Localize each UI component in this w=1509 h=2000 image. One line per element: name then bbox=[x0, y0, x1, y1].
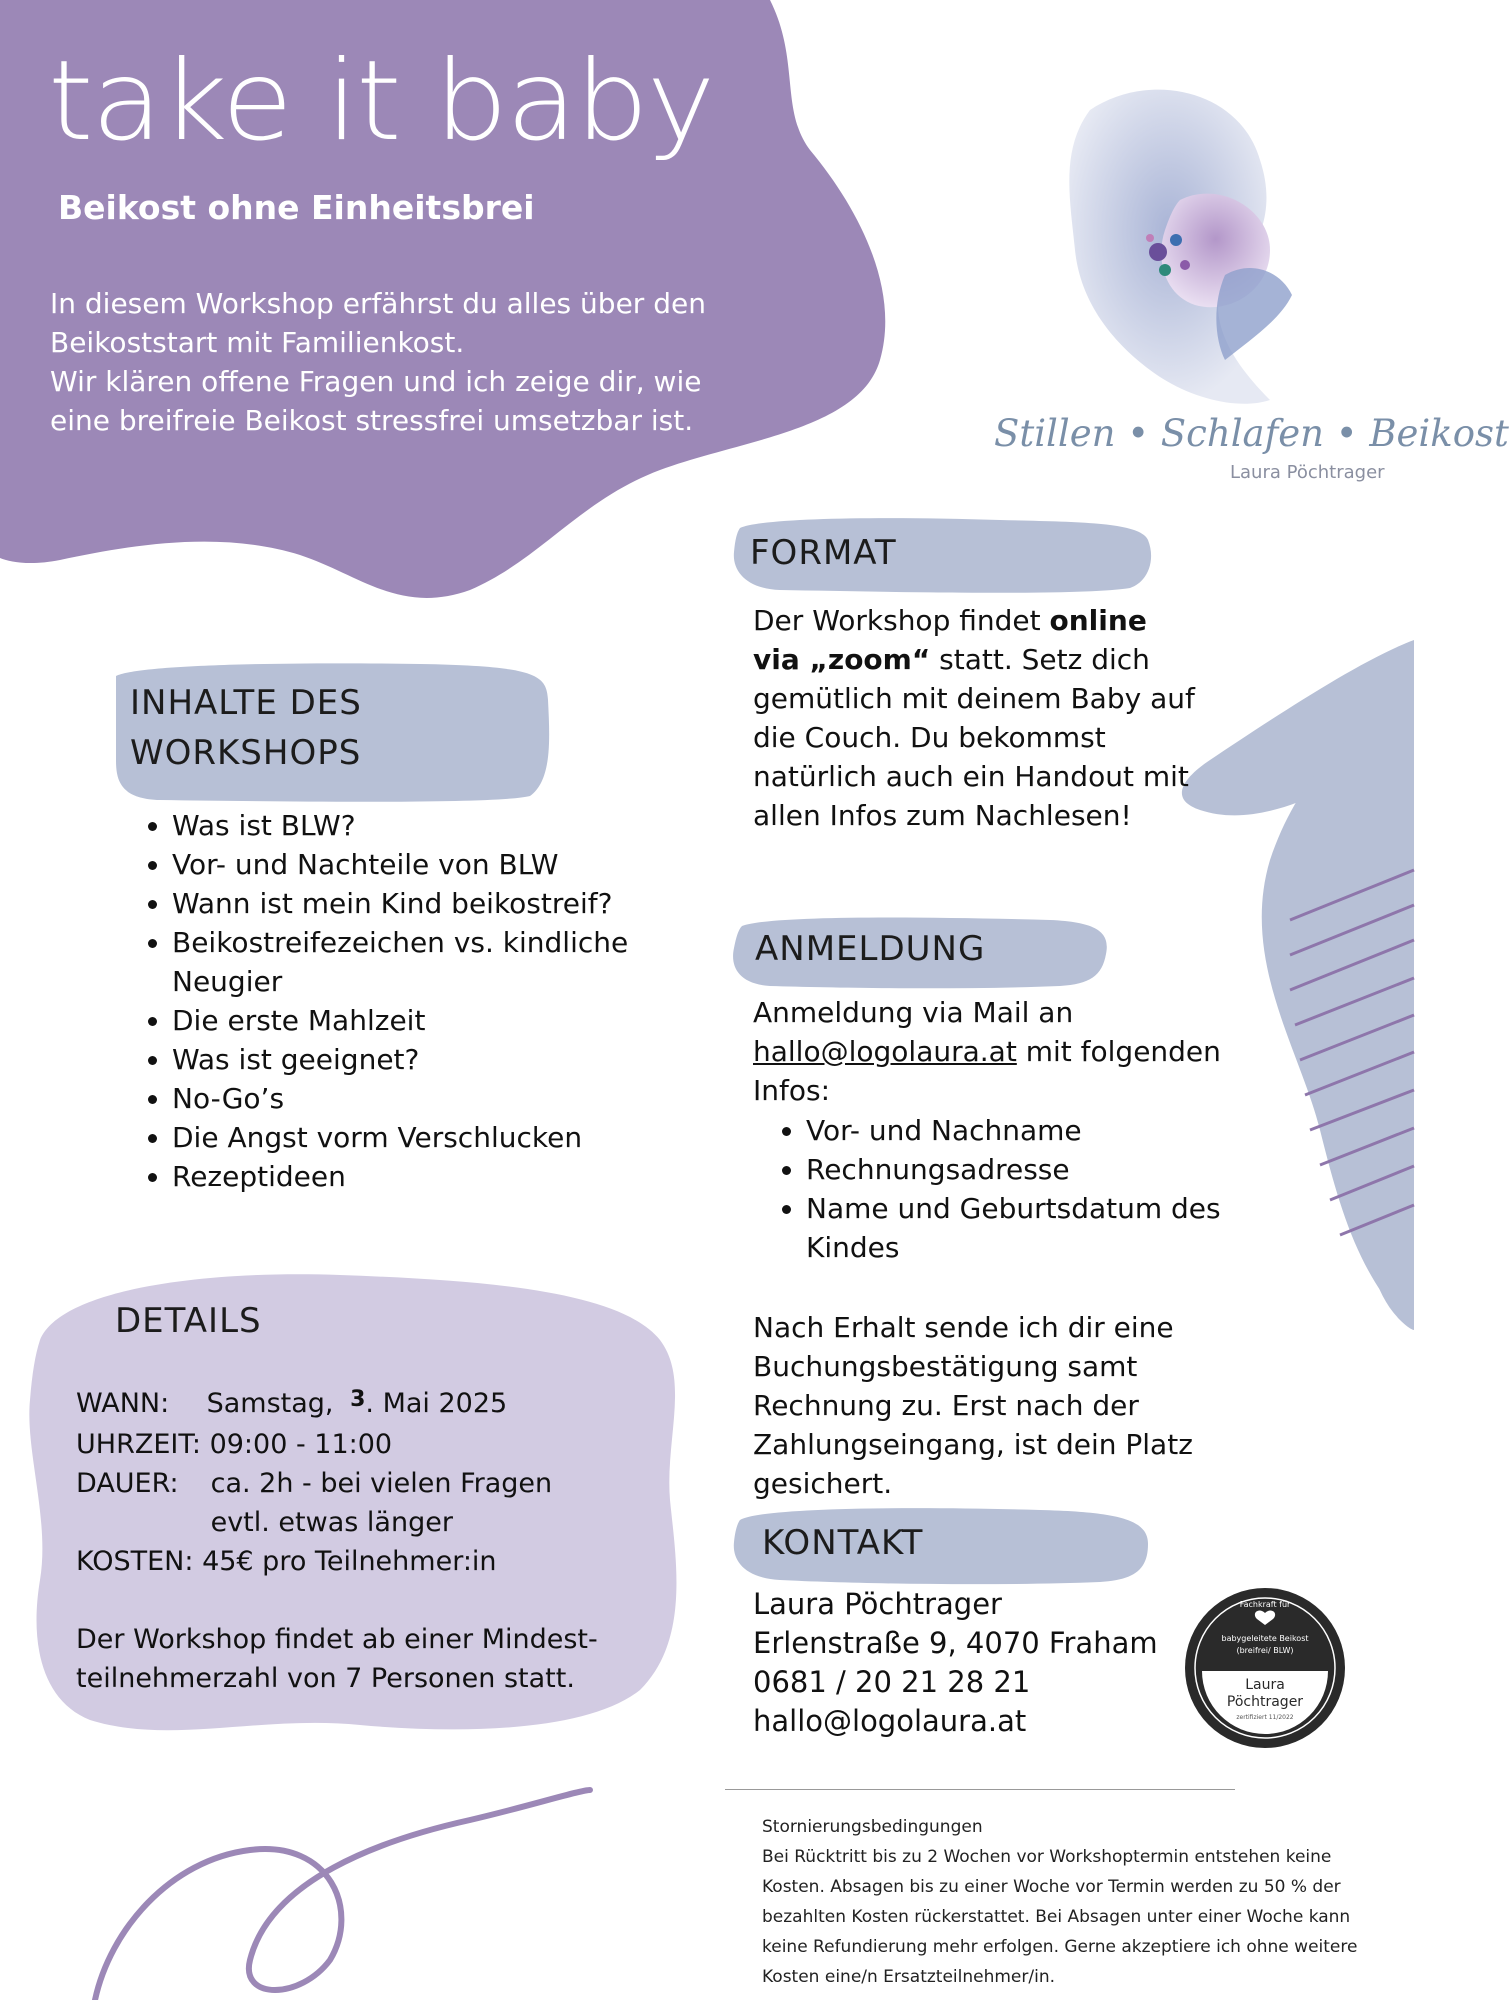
list-item: • Rechnungsadresse bbox=[806, 1150, 1266, 1189]
intro-text bbox=[50, 284, 750, 440]
wann-day: 3 bbox=[350, 1387, 366, 1412]
inhalte-heading bbox=[130, 678, 430, 778]
uhrzeit-label: UHRZEIT: bbox=[76, 1429, 201, 1460]
list-item: • Name und Geburtsdatum des Kindes bbox=[806, 1189, 1266, 1267]
details-row-dauer bbox=[76, 1464, 552, 1503]
wann-label: WANN: bbox=[76, 1388, 170, 1419]
storno-block bbox=[762, 1812, 1396, 1992]
intro-line: Wir klären offene Fragen und ich zeige dir, wie bbox=[50, 365, 702, 398]
intro-line: eine breifreie Beikost stressfrei umsetzbar ist. bbox=[50, 404, 694, 437]
badge-line2: babygeleitete Beikost bbox=[1221, 1634, 1309, 1643]
list-item: • Die Angst vorm Verschlucken bbox=[172, 1118, 672, 1157]
intro-line: Beikoststart mit Familienkost. bbox=[50, 326, 465, 359]
kosten-value: 45€ pro Teilnehmer:in bbox=[202, 1546, 497, 1577]
badge-name1: Laura bbox=[1245, 1677, 1285, 1693]
list-item: • Was ist BLW? bbox=[172, 806, 672, 845]
storno-text: Bei Rücktritt bis zu 2 Wochen vor Workshoptermin entstehen keine Kosten. Absagen bis zu einer Woche vor Termin werden zu 50 % der bezahlten Kosten rückerstattet. Bei Absagen unter einer Woche kann keine Refundierung mehr erfolgen. Gerne akzeptiere ich ohne weitere Kosten eine/n Ersatzteilnehmer/in. bbox=[762, 1847, 1358, 1987]
list-item: • Die erste Mahlzeit bbox=[172, 1001, 672, 1040]
kontakt-heading: KONTAKT bbox=[762, 1523, 924, 1563]
intro-line: In diesem Workshop erfährst du alles über den bbox=[50, 287, 706, 320]
logo-tagline: Stillen • Schlafen • Beikost bbox=[994, 412, 1509, 455]
kontakt-address: Erlenstraße 9, 4070 Fraham bbox=[753, 1626, 1158, 1660]
inhalte-list bbox=[132, 806, 672, 1196]
uhrzeit-value: 09:00 - 11:00 bbox=[209, 1429, 393, 1460]
certification-badge-icon bbox=[1182, 1585, 1348, 1751]
badge-line3: (breifrei/ BLW) bbox=[1236, 1646, 1294, 1655]
format-text-rest: Setz dich gemütlich mit deinem Baby auf die Couch. Du bekommst natürlich auch ein Handout mit allen Infos zum Nachlesen! bbox=[753, 643, 1195, 832]
list-item: • No-Go’s bbox=[172, 1079, 672, 1118]
kontakt-name: Laura Pöchtrager bbox=[753, 1587, 1002, 1621]
details-note-line: Der Workshop findet ab einer Mindest- bbox=[76, 1624, 598, 1655]
details-row-wann bbox=[76, 1384, 552, 1425]
logo-name: Laura Pöchtrager bbox=[1230, 462, 1385, 483]
list-item: • Vor- und Nachteile von BLW bbox=[172, 845, 672, 884]
anmeldung-list bbox=[770, 1111, 1266, 1267]
divider bbox=[725, 1789, 1235, 1790]
page-subtitle: Beikost ohne Einheitsbrei bbox=[58, 188, 535, 227]
list-item: • Rezeptideen bbox=[172, 1157, 672, 1196]
details-row-uhrzeit bbox=[76, 1425, 552, 1464]
list-item: • Was ist geeignet? bbox=[172, 1040, 672, 1079]
details-note bbox=[76, 1620, 636, 1698]
format-text-post: statt. bbox=[930, 643, 1013, 676]
format-text-pre: Der Workshop findet bbox=[753, 604, 1050, 637]
anmeldung-intro bbox=[753, 993, 1233, 1110]
format-text-bold: online via „zoom“ bbox=[753, 604, 1147, 676]
wann-value-post: . Mai 2025 bbox=[365, 1388, 508, 1419]
email-link[interactable]: hallo@logolaura.at bbox=[753, 1035, 1017, 1068]
details-block bbox=[76, 1384, 552, 1581]
badge-line1: Fachkraft für bbox=[1239, 1600, 1291, 1609]
details-note-line: teilnehmerzahl von 7 Personen statt. bbox=[76, 1663, 575, 1694]
badge-certified: zertifiziert 11/2022 bbox=[1236, 1714, 1294, 1721]
details-row-dauer-cont bbox=[76, 1503, 552, 1542]
details-row-kosten bbox=[76, 1542, 552, 1581]
kontakt-phone: 0681 / 20 21 28 21 bbox=[753, 1665, 1031, 1699]
list-item: • Wann ist mein Kind beikostreif? bbox=[172, 884, 672, 923]
list-item: • Vor- und Nachname bbox=[806, 1111, 1266, 1150]
anmeldung-intro-post: mit folgenden Infos: bbox=[753, 1035, 1221, 1107]
bottom-swirl bbox=[95, 1790, 590, 2000]
kosten-label: KOSTEN: bbox=[76, 1546, 194, 1577]
kontakt-email[interactable]: hallo@logolaura.at bbox=[753, 1704, 1027, 1738]
format-text bbox=[753, 601, 1203, 835]
inhalte-heading-line: INHALTE DES bbox=[130, 683, 362, 723]
format-heading: FORMAT bbox=[750, 533, 897, 573]
anmeldung-after: Nach Erhalt sende ich dir eine Buchungsbestätigung samt Rechnung zu. Erst nach der Zahlungseingang, ist dein Platz gesichert. bbox=[753, 1311, 1193, 1500]
badge-name2: Pöchtrager bbox=[1226, 1694, 1304, 1710]
wann-value-pre: Samstag, bbox=[206, 1388, 334, 1419]
dauer-value-cont: evtl. etwas länger bbox=[210, 1507, 453, 1538]
dauer-value: ca. 2h - bei vielen Fragen bbox=[210, 1468, 553, 1499]
page-title: take it baby bbox=[48, 37, 714, 166]
dauer-label: DAUER: bbox=[76, 1468, 179, 1499]
kontakt-block bbox=[753, 1585, 1158, 1741]
inhalte-heading-line: WORKSHOPS bbox=[130, 733, 362, 773]
list-item: • Beikostreifezeichen vs. kindliche Neugier bbox=[172, 923, 672, 1001]
anmeldung-heading: ANMELDUNG bbox=[755, 929, 986, 969]
storno-title: Stornierungsbedingungen bbox=[762, 1817, 983, 1837]
details-heading: DETAILS bbox=[115, 1301, 262, 1341]
anmeldung-intro-pre: Anmeldung via Mail an bbox=[753, 996, 1074, 1029]
